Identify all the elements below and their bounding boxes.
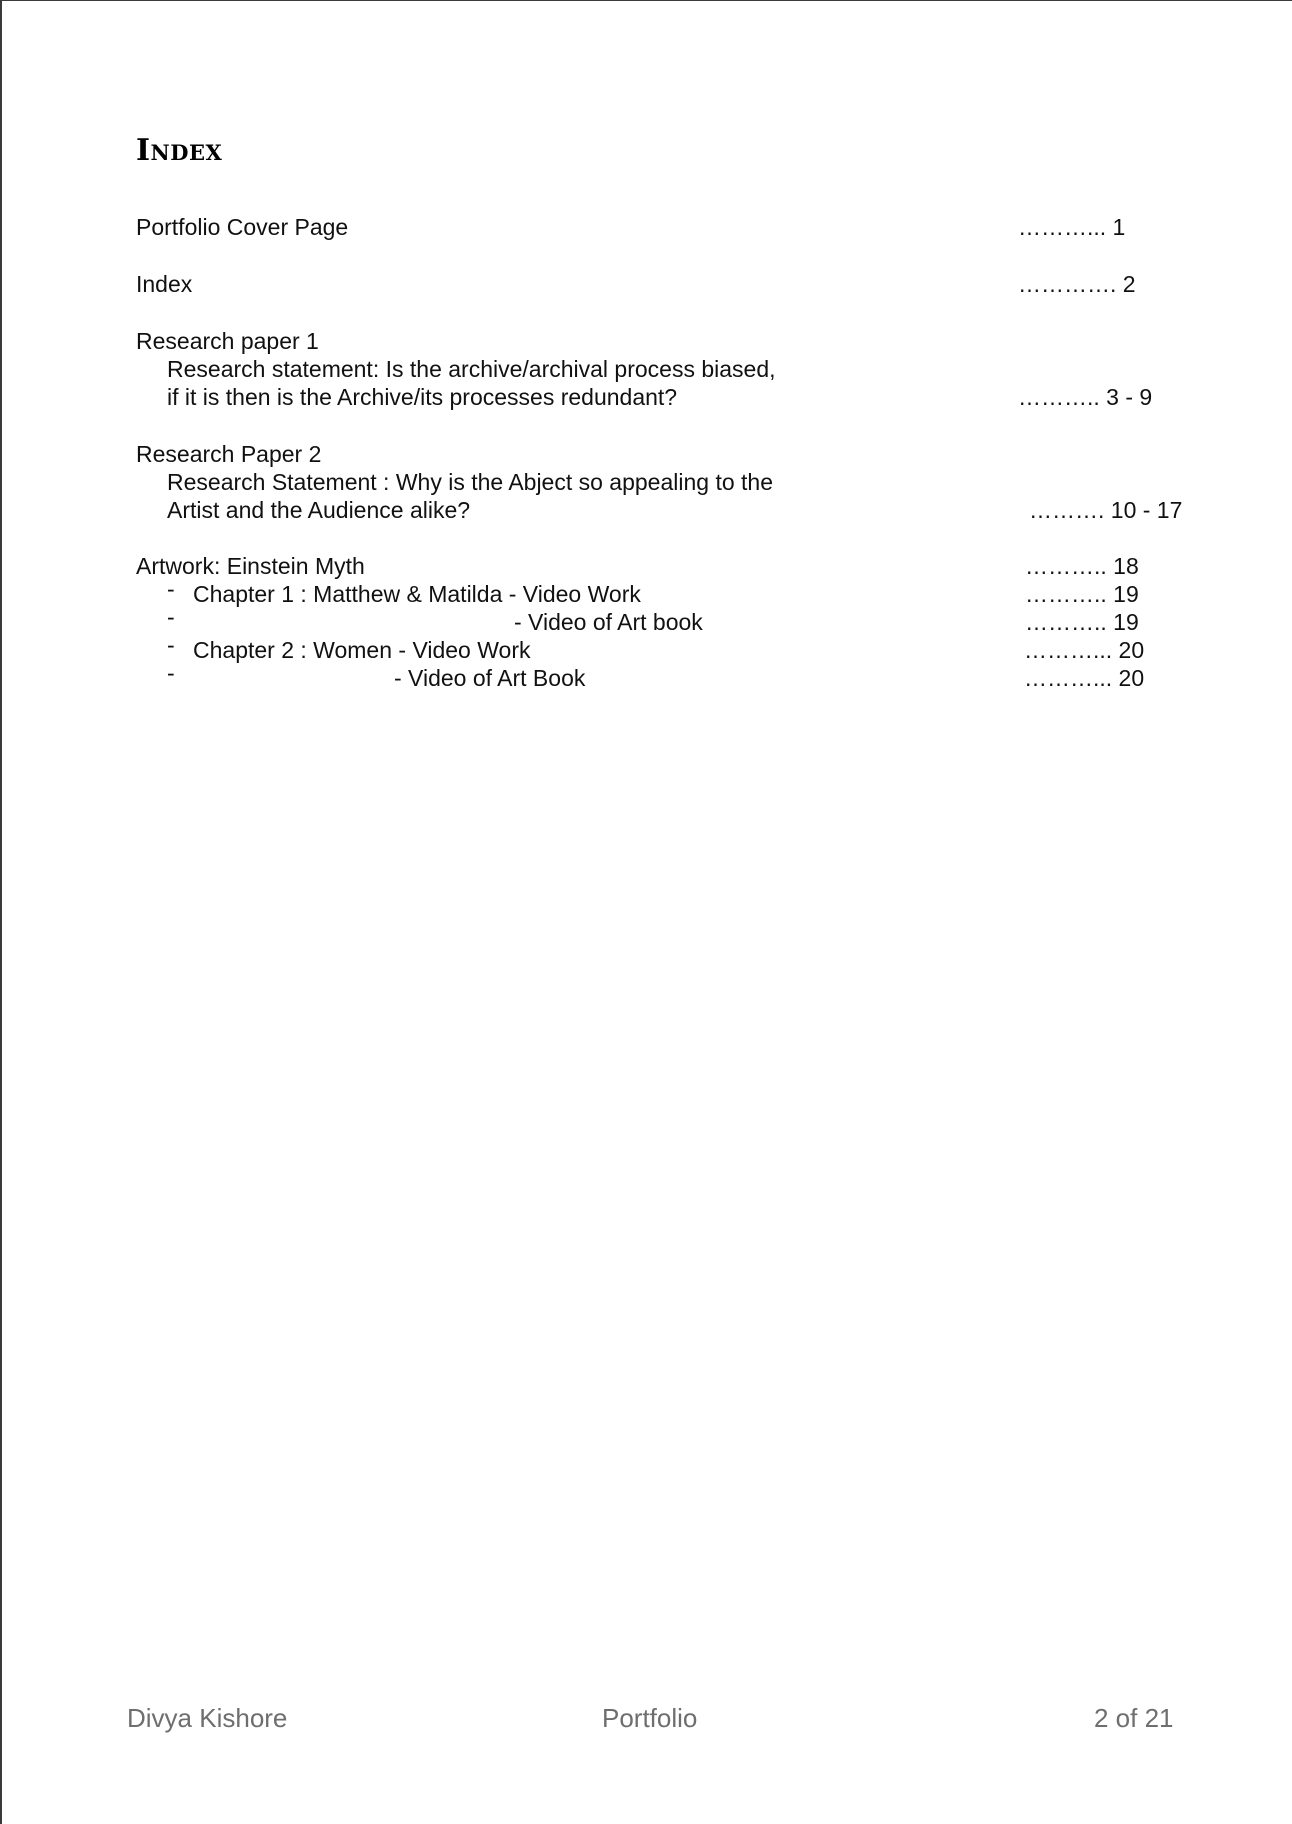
chapter-page: ……….. 19: [1025, 609, 1139, 635]
list-bullet: -: [167, 632, 175, 658]
toc-entry-page: ………. 10 - 17: [1029, 497, 1183, 523]
toc-entry-title: Index: [136, 271, 193, 297]
chapter-item: Chapter 1 : Matthew & Matilda - Video Work: [193, 581, 641, 607]
toc-entry-page: ……….. 18: [1025, 553, 1139, 579]
page-heading: Index: [136, 133, 223, 168]
footer-author: Divya Kishore: [127, 1703, 288, 1733]
toc-entry-page: …………. 2: [1018, 271, 1136, 297]
list-bullet: -: [167, 576, 175, 602]
toc-entry-title: Portfolio Cover Page: [136, 214, 349, 240]
toc-entry-page: ………... 1: [1018, 214, 1126, 240]
list-bullet: -: [167, 660, 175, 686]
chapter-item: - Video of Art book: [514, 609, 703, 635]
toc-entry-subtitle: Research statement: Is the archive/archival process biased,: [167, 356, 776, 382]
toc-entry-title: Artwork: Einstein Myth: [136, 553, 365, 579]
footer-title: Portfolio: [602, 1703, 698, 1733]
chapter-page: ……….. 19: [1025, 581, 1139, 607]
footer-page-number: 2 of 21: [1094, 1703, 1174, 1733]
chapter-page: ………... 20: [1024, 637, 1145, 663]
toc-entry-title: Research Paper 2: [136, 441, 322, 467]
list-bullet: -: [167, 604, 175, 630]
toc-entry-subtitle: Artist and the Audience alike?: [167, 497, 471, 523]
toc-entry-subtitle: Research Statement : Why is the Abject so appealing to the: [167, 469, 774, 495]
chapter-item: - Video of Art Book: [394, 665, 586, 691]
toc-entry-page: ……….. 3 - 9: [1018, 384, 1153, 410]
chapter-item: Chapter 2 : Women - Video Work: [193, 637, 531, 663]
toc-entry-subtitle: if it is then is the Archive/its processes redundant?: [167, 384, 678, 410]
chapter-page: ………... 20: [1024, 665, 1145, 691]
toc-entry-title: Research paper 1: [136, 328, 319, 354]
